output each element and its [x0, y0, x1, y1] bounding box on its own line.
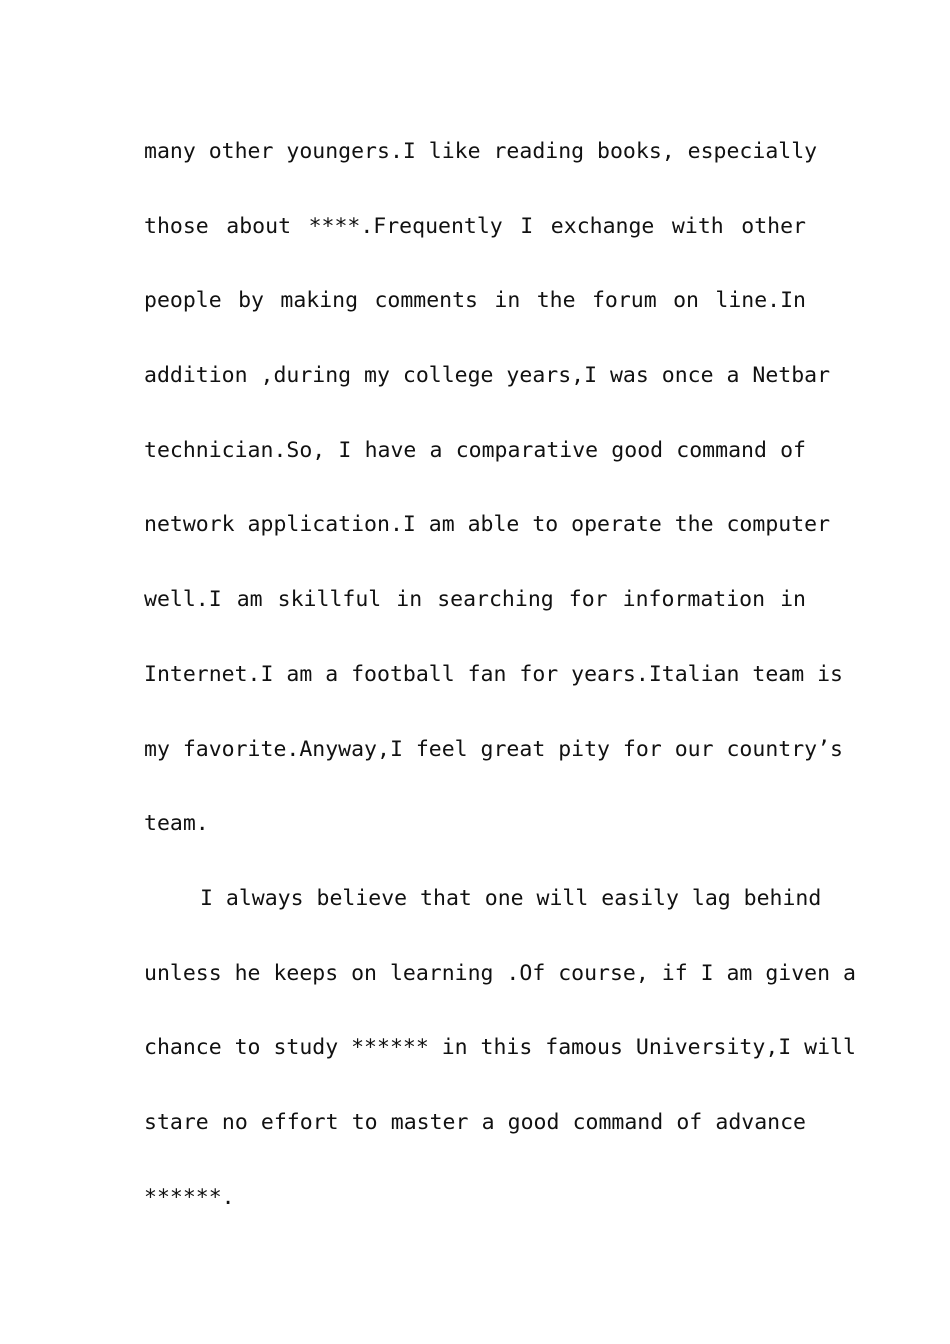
text-line: well.I am skillful in searching for information in	[144, 587, 806, 613]
text-line: ******.	[144, 1184, 235, 1210]
text-line: I always believe that one will easily lag behind	[200, 885, 822, 911]
paragraph-1	[144, 133, 843, 880]
text-line: stare no effort to master a good command of advance	[144, 1109, 806, 1135]
text-line: people by making comments in the forum on line.In	[144, 288, 806, 314]
text-line: Internet.I am a football fan for years.Italian team is	[144, 661, 843, 687]
text-line: chance to study ****** in this famous University,I will	[144, 1035, 856, 1061]
text-line: technician.So, I have a comparative good command of	[144, 437, 806, 463]
text-line: network application.I am able to operate the computer	[144, 512, 831, 538]
text-line: my favorite.Anyway,I feel great pity for our country’s	[144, 736, 843, 762]
text-line: unless he keeps on learning .Of course, if I am given a	[144, 960, 856, 986]
text-line: those about ****.Frequently I exchange with other	[144, 213, 806, 239]
paragraph-2	[144, 880, 856, 1253]
document-body	[144, 133, 856, 1253]
text-line: addition ,during my college years,I was once a Netbar	[144, 363, 831, 389]
text-line: team.	[144, 811, 209, 837]
text-line: many other youngers.I like reading books, especially	[144, 139, 818, 164]
